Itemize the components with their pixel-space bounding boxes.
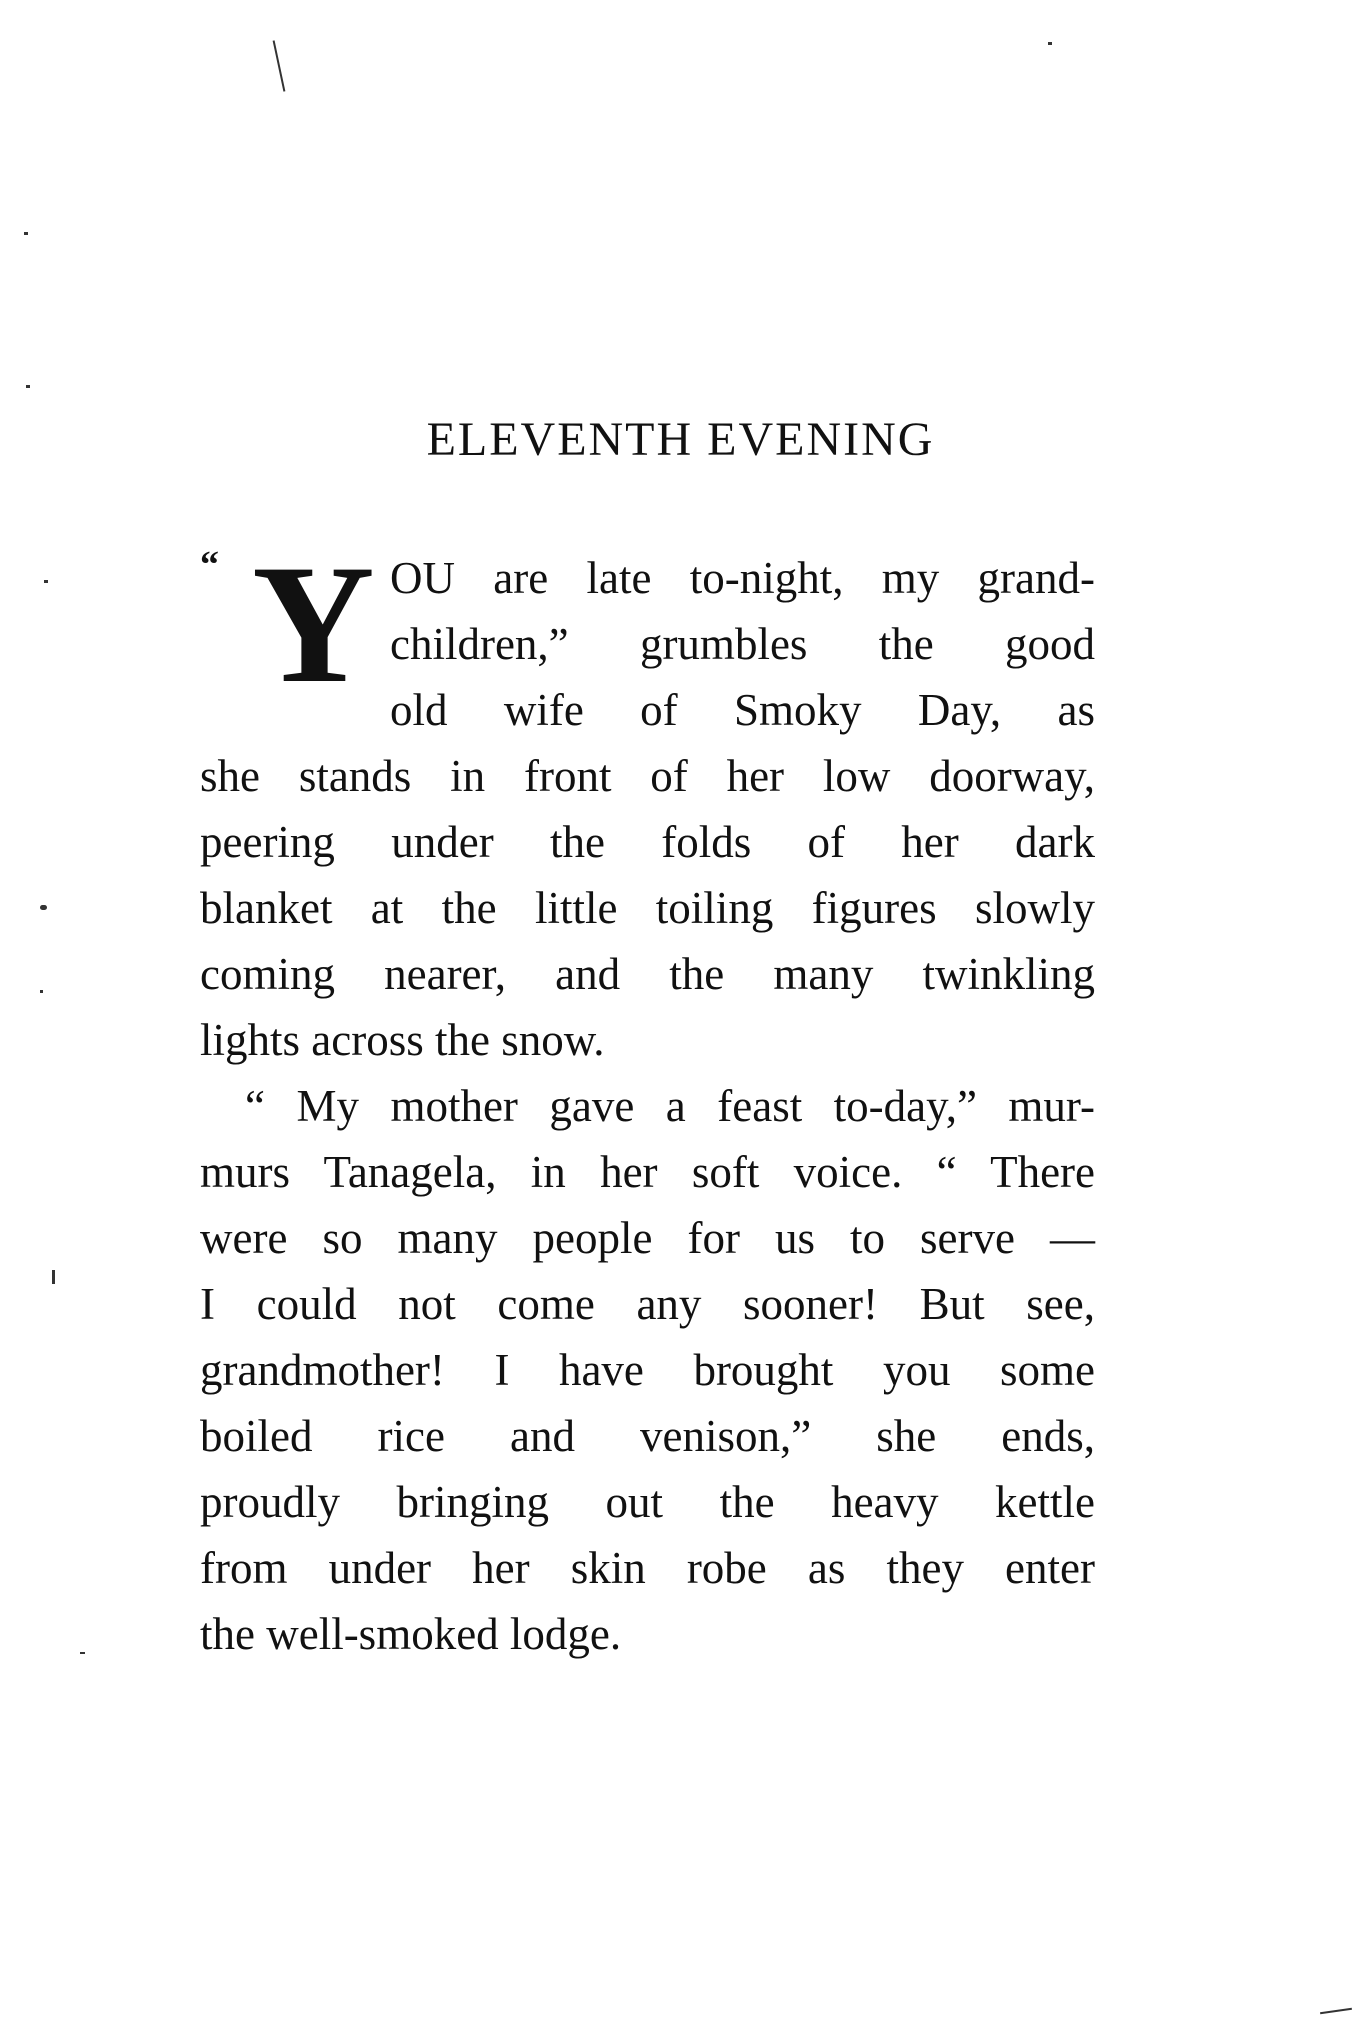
text-line: proudly bringing out the heavy kettle [200,1477,1095,1527]
text-line: lights across the snow. [200,1015,605,1065]
scan-mark [26,385,30,388]
body-text [200,530,1095,1667]
paragraph-2 [200,1073,1095,1667]
text-line: from under her skin robe as they enter [200,1543,1095,1593]
scan-mark [52,1270,55,1284]
text-line: the well-smoked lodge. [200,1609,622,1659]
scan-mark [273,40,286,91]
text-line: peering under the folds of her dark [200,817,1095,867]
text-line: she stands in front of her low doorway, [200,751,1095,801]
text-line: OU are late to-night, my grand- [390,553,1095,603]
text-line: children,” grumbles the good [390,619,1095,669]
drop-cap-letter: Y [252,530,375,718]
paragraph-1 [200,530,1095,1073]
text-line: blanket at the little toiling figures slowly [200,883,1095,933]
text-line: “ My mother gave a feast to-day,” mur- [245,1081,1095,1131]
scan-mark [44,580,48,583]
text-line: boiled rice and venison,” she ends, [200,1411,1095,1461]
scan-mark [1048,42,1052,45]
scan-mark [24,232,28,235]
chapter-title: ELEVENTH EVENING [426,413,935,466]
scan-mark [80,1652,85,1654]
text-line: old wife of Smoky Day, as [390,685,1095,735]
scan-mark [1320,2008,1352,2014]
text-line: were so many people for us to serve — [200,1213,1095,1263]
opening-quote: “ [200,544,219,586]
text-line: grandmother! I have brought you some [200,1345,1095,1395]
scan-mark [40,905,47,910]
text-line: I could not come any sooner! But see, [200,1279,1095,1329]
text-line: murs Tanagela, in her soft voice. “ There [200,1147,1095,1197]
scan-mark [40,990,43,993]
text-line: coming nearer, and the many twinkling [200,949,1095,999]
